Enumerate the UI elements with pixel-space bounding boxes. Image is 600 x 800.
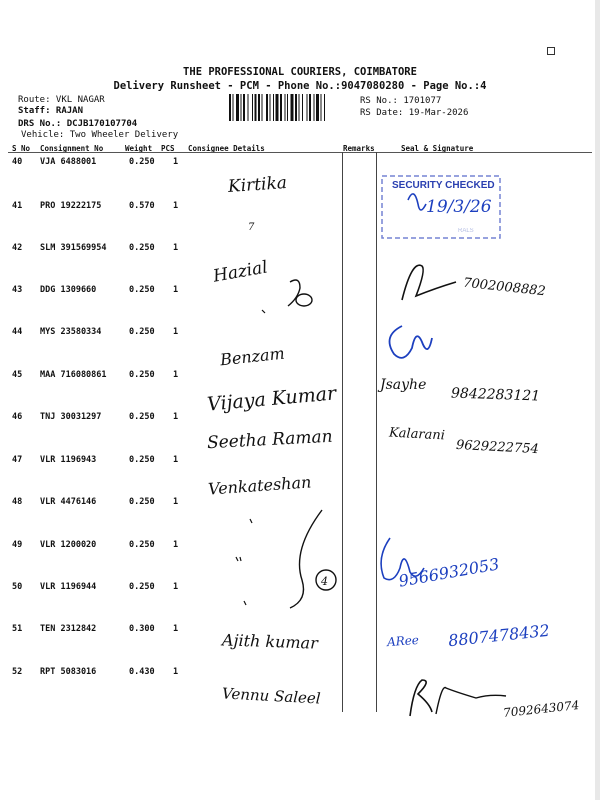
- row-weight: 0.250: [129, 497, 155, 507]
- phone-47: 9629222754: [455, 437, 540, 458]
- stamp-text: SECURITY CHECKED: [392, 180, 495, 191]
- row-weight: 0.250: [129, 327, 155, 337]
- signature-51: ARee: [386, 632, 420, 650]
- row-sno: 52: [12, 667, 23, 677]
- row-consignment-no: VLR 1200020: [40, 540, 97, 550]
- row-consignment-no: PRO 19222175: [40, 201, 102, 211]
- vehicle-text: Vehicle: Two Wheeler Delivery: [21, 130, 179, 140]
- document-title: THE PROFESSIONAL COURIERS, COIMBATORE: [183, 66, 417, 78]
- sign-hazial: Hazial: [211, 257, 270, 287]
- row-consignment-no: TEN 2312842: [40, 624, 97, 634]
- row-pcs: 1: [173, 157, 179, 167]
- table-row: [0, 327, 600, 373]
- row-weight: 0.250: [129, 157, 155, 167]
- phone-50: 9566932053: [397, 554, 501, 591]
- row-pcs: 1: [173, 455, 179, 465]
- row-sno: 40: [12, 157, 23, 167]
- row-weight: 0.250: [129, 285, 155, 295]
- phone-46: 9842283121: [450, 385, 541, 405]
- security-stamp: [378, 172, 506, 244]
- row-weight: 0.430: [129, 667, 155, 677]
- row-weight: 0.300: [129, 624, 155, 634]
- row-weight: 0.250: [129, 582, 155, 592]
- phone-52: 7092643074: [502, 698, 580, 720]
- tick-mark: 7: [248, 222, 255, 233]
- row-weight: 0.250: [129, 540, 155, 550]
- col-remarks: Remarks: [343, 144, 375, 153]
- row-pcs: 1: [173, 327, 179, 337]
- sign-venkateshan: Venkateshan: [207, 472, 312, 499]
- svg-text:RALS: RALS: [458, 228, 474, 234]
- row-consignment-no: VJA 6488001: [40, 157, 97, 167]
- row-sno: 46: [12, 412, 23, 422]
- row-sno: 42: [12, 243, 23, 253]
- col-seal: Seal & Signature: [401, 144, 474, 153]
- page-corner-mark: [547, 47, 555, 55]
- barcode-image: [228, 94, 359, 121]
- row-sno: 48: [12, 497, 23, 507]
- sign-vennu-saleel: Vennu Saleel: [221, 684, 322, 708]
- row-pcs: 1: [173, 540, 179, 550]
- row-pcs: 1: [173, 624, 179, 634]
- row-weight: 0.570: [129, 201, 155, 211]
- phone-43: 7002008882: [462, 275, 547, 300]
- row-sno: 50: [12, 582, 23, 592]
- staff-text: Staff: RAJAN: [18, 106, 84, 116]
- row-consignment-no: VLR 4476146: [40, 497, 97, 507]
- row-pcs: 1: [173, 497, 179, 507]
- row-consignment-no: SLM 391569954: [40, 243, 107, 253]
- col-weight: Weight: [125, 144, 153, 153]
- rs-number: RS No.: 1701077: [360, 96, 442, 106]
- header-rule: [8, 152, 592, 153]
- rs-date: RS Date: 19-Mar-2026: [360, 108, 469, 118]
- col-pcs: PCS: [161, 144, 175, 153]
- phone-51: 8807478432: [447, 620, 551, 651]
- row-consignment-no: TNJ 30031297: [40, 412, 102, 422]
- row-sno: 47: [12, 455, 23, 465]
- svg-text:4: 4: [321, 575, 328, 588]
- row-pcs: 1: [173, 412, 179, 422]
- row-sno: 43: [12, 285, 23, 295]
- document-subtitle: Delivery Runsheet - PCM - Phone No.:9047080280 - Page No.:4: [113, 80, 487, 92]
- row-sno: 44: [12, 327, 23, 337]
- col-sno: S No: [12, 144, 31, 153]
- signature-46: Jsayhe: [380, 377, 427, 393]
- table-row: [0, 157, 600, 203]
- signature-43: [392, 260, 472, 310]
- row-pcs: 1: [173, 201, 179, 211]
- row-consignment-no: DDG 1309660: [40, 285, 97, 295]
- sign-ajith-kumar: Ajith kumar: [221, 630, 319, 653]
- scan-edge: [595, 0, 600, 800]
- row-consignment-no: VLR 1196944: [40, 582, 97, 592]
- row-pcs: 1: [173, 582, 179, 592]
- row-sno: 41: [12, 201, 23, 211]
- stamp-date: 19/3/26: [426, 197, 492, 217]
- row-pcs: 1: [173, 243, 179, 253]
- row-consignment-no: VLR 1196943: [40, 455, 97, 465]
- row-pcs: 1: [173, 667, 179, 677]
- scribble-mark: [260, 272, 320, 322]
- sign-benzam: Benzam: [219, 343, 286, 370]
- drs-number: DRS No.: DCJB170107704: [18, 119, 138, 129]
- row-weight: 0.250: [129, 243, 155, 253]
- row-pcs: 1: [173, 370, 179, 380]
- table-row: [0, 201, 600, 247]
- sign-seetha-raman: Seetha Raman: [206, 426, 334, 454]
- sign-kirtika: Kirtika: [227, 172, 288, 198]
- row-pcs: 1: [173, 285, 179, 295]
- row-consignment-no: MYS 23580334: [40, 327, 102, 337]
- signature-kalarani: Kalarani: [388, 425, 446, 444]
- row-weight: 0.250: [129, 412, 155, 422]
- col-consignee: Consignee Details: [188, 144, 265, 153]
- route-text: Route: VKL NAGAR: [18, 95, 105, 105]
- sign-vijaya-kumar: Vijaya Kumar: [206, 382, 337, 416]
- row-sno: 51: [12, 624, 23, 634]
- signature-52: [402, 674, 512, 722]
- row-weight: 0.250: [129, 455, 155, 465]
- col-consignment: Consignment No: [40, 144, 104, 153]
- row-consignment-no: RPT 5083016: [40, 667, 97, 677]
- row-sno: 45: [12, 370, 23, 380]
- row-sno: 49: [12, 540, 23, 550]
- signature-44: [380, 318, 440, 368]
- large-scribble: [230, 505, 340, 615]
- row-weight: 0.250: [129, 370, 155, 380]
- row-consignment-no: MAA 716080861: [40, 370, 107, 380]
